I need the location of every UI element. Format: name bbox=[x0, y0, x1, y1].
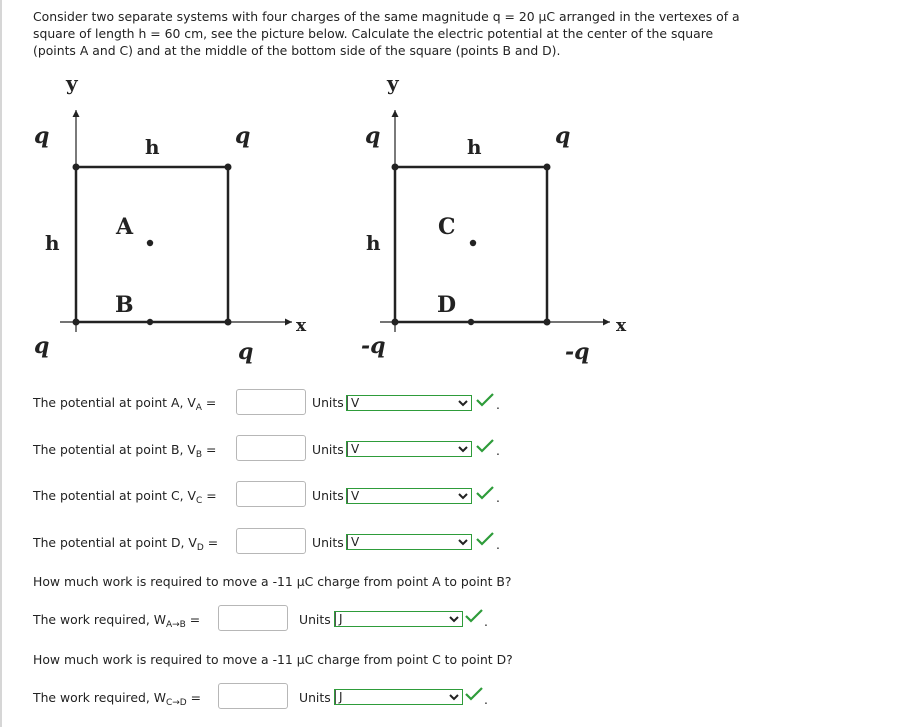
trailing-period: . bbox=[496, 443, 500, 458]
work-question-ab: How much work is required to move a -11 μC charge from point A to point B? bbox=[33, 574, 512, 589]
chevron-down-icon bbox=[458, 490, 468, 502]
check-icon bbox=[476, 486, 494, 500]
right-side-left: h bbox=[366, 231, 381, 255]
chevron-down-icon bbox=[458, 397, 468, 409]
right-side-top: h bbox=[467, 135, 482, 159]
left-charge-tl: q bbox=[34, 123, 50, 149]
trailing-period: . bbox=[496, 490, 500, 505]
chevron-down-icon bbox=[458, 443, 468, 455]
right-y-label: y bbox=[387, 71, 399, 95]
left-side-left: h bbox=[45, 231, 60, 255]
potential-d-input[interactable] bbox=[236, 528, 306, 554]
problem-text: Consider two separate systems with four charges of the same magnitude q = 20 μC arranged in the vertexes of a square of length h = 60 cm, see the picture below. Calculate the electric potential at the center of the square (points A and C) and at the middle of the bottom side of the square (points B and D). bbox=[33, 9, 740, 58]
check-icon bbox=[476, 532, 494, 546]
potential-b-input[interactable] bbox=[236, 435, 306, 461]
work-label-cd: The work required, $W_{C\to D}$ = bbox=[33, 690, 202, 708]
unit-select-b[interactable]: V bbox=[346, 441, 472, 457]
right-charge-tl: q bbox=[365, 123, 381, 149]
units-label-cd: Units bbox=[299, 690, 331, 705]
units-label-b: Units bbox=[312, 442, 344, 457]
work-cd-input[interactable] bbox=[218, 683, 288, 709]
answer-label-d: The potential at point D, $V_D$ = bbox=[33, 535, 219, 553]
right-charge-bl: -q bbox=[361, 333, 386, 359]
answer-label-b: The potential at point B, $V_B$ = bbox=[33, 442, 217, 460]
right-charge-tr: q bbox=[555, 123, 571, 149]
units-label-c: Units bbox=[312, 488, 344, 503]
trailing-period: . bbox=[496, 537, 500, 552]
left-charge-bl: q bbox=[34, 333, 50, 359]
units-label-d: Units bbox=[312, 535, 344, 550]
units-label-a: Units bbox=[312, 395, 344, 410]
potential-a-input[interactable] bbox=[236, 389, 306, 415]
right-point-c: C bbox=[438, 214, 456, 240]
left-point-b: B bbox=[115, 292, 134, 318]
units-label-ab: Units bbox=[299, 612, 331, 627]
answer-label-c: The potential at point C, $V_C$ = bbox=[33, 488, 217, 506]
left-charge-tr: q bbox=[235, 123, 251, 149]
check-icon bbox=[476, 393, 494, 407]
trailing-period: . bbox=[496, 397, 500, 412]
left-side-top: h bbox=[145, 135, 160, 159]
charge-diagram bbox=[0, 70, 700, 370]
check-icon bbox=[465, 609, 483, 623]
check-icon bbox=[465, 687, 483, 701]
check-icon bbox=[476, 439, 494, 453]
problem-statement bbox=[33, 8, 753, 59]
right-charge-br: -q bbox=[565, 339, 590, 365]
unit-select-a[interactable]: V bbox=[346, 395, 472, 411]
unit-select-d[interactable]: V bbox=[346, 534, 472, 550]
right-point-d: D bbox=[437, 292, 457, 318]
potential-c-input[interactable] bbox=[236, 481, 306, 507]
left-x-label: x bbox=[296, 316, 307, 336]
left-point-a: A bbox=[116, 214, 134, 240]
left-charge-br: q bbox=[238, 339, 254, 365]
work-label-ab: The work required, $W_{A\to B}$ = bbox=[33, 612, 201, 630]
unit-select-c[interactable]: V bbox=[346, 488, 472, 504]
trailing-period: . bbox=[484, 692, 488, 707]
work-question-cd: How much work is required to move a -11 μC charge from point C to point D? bbox=[33, 652, 513, 667]
left-system bbox=[34, 71, 307, 365]
chevron-down-icon bbox=[458, 536, 468, 548]
left-y-label: y bbox=[66, 71, 78, 95]
right-system bbox=[361, 71, 627, 365]
unit-select-cd[interactable]: J bbox=[334, 689, 463, 705]
chevron-down-icon bbox=[449, 613, 459, 625]
unit-select-ab[interactable]: J bbox=[334, 611, 463, 627]
trailing-period: . bbox=[484, 614, 488, 629]
right-x-label: x bbox=[616, 316, 627, 336]
work-ab-input[interactable] bbox=[218, 605, 288, 631]
answer-label-a: The potential at point A, $V_A$ = bbox=[33, 395, 217, 413]
chevron-down-icon bbox=[449, 691, 459, 703]
